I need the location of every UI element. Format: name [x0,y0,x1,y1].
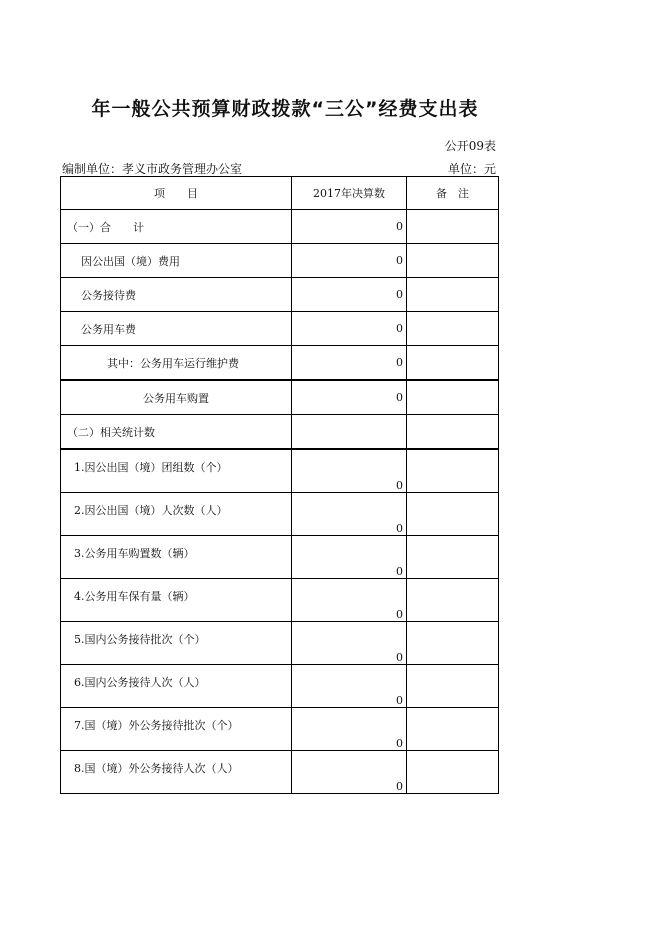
page-title: 年一般公共预算财政拨款“三公”经费支出表 [91,98,479,120]
row-name: 公务接待费 [61,278,292,312]
table-row [61,536,499,579]
header-amount: 2017年决算数 [292,177,407,210]
row-name: 公务用车购置 [61,380,292,415]
row-name: 2.因公出国（境）人次数（人） [61,493,292,536]
table-row [61,579,499,622]
table-header-row [61,177,499,210]
row-value: 0 [292,708,407,751]
form-number: 公开09表 [444,139,496,153]
header-item: 项 目 [61,177,292,210]
row-name: 3.公务用车购置数（辆） [61,536,292,579]
table-row [61,415,499,450]
table-row [61,751,499,794]
row-note [407,210,499,244]
row-note [407,536,499,579]
table-row [61,346,499,381]
table-row [61,665,499,708]
row-value: 0 [292,579,407,622]
row-name: 6.国内公务接待人次（人） [61,665,292,708]
row-value: 0 [292,622,407,665]
row-name: 5.国内公务接待批次（个） [61,622,292,665]
row-name: 因公出国（境）费用 [61,244,292,278]
table-row [61,380,499,415]
row-note [407,380,499,415]
row-name: 其中：公务用车运行维护费 [61,346,292,381]
row-name: 8.国（境）外公务接待人次（人） [61,751,292,794]
table-row [61,210,499,244]
row-note [407,449,499,493]
row-name: 1.因公出国（境）团组数（个） [61,449,292,493]
unit-label: 单位：元 [447,162,496,176]
row-note [407,708,499,751]
table-row [61,312,499,346]
row-note [407,579,499,622]
row-value: 0 [292,244,407,278]
row-note [407,346,499,381]
table-row [61,708,499,751]
row-name: （二）相关统计数 [61,415,292,450]
row-value: 0 [292,380,407,415]
row-note [407,751,499,794]
row-value: 0 [292,751,407,794]
row-name: （一）合 计 [61,210,292,244]
expense-table [60,176,499,794]
row-note [407,415,499,450]
row-name: 7.国（境）外公务接待批次（个） [61,708,292,751]
row-note [407,312,499,346]
table-row [61,278,499,312]
row-value: 0 [292,493,407,536]
table-row [61,449,499,493]
row-note [407,244,499,278]
row-note [407,622,499,665]
table-row [61,244,499,278]
row-note [407,493,499,536]
organization-label: 编制单位：孝义市政务管理办公室 [62,162,243,176]
row-value: 0 [292,665,407,708]
row-name: 公务用车费 [61,312,292,346]
row-note [407,665,499,708]
row-note [407,278,499,312]
row-value: 0 [292,536,407,579]
row-value: 0 [292,210,407,244]
header-note: 备 注 [407,177,499,210]
row-value: 0 [292,312,407,346]
row-value: 0 [292,346,407,381]
row-name: 4.公务用车保有量（辆） [61,579,292,622]
table-row [61,622,499,665]
row-value: 0 [292,449,407,493]
row-value [292,415,407,450]
row-value: 0 [292,278,407,312]
table-row [61,493,499,536]
